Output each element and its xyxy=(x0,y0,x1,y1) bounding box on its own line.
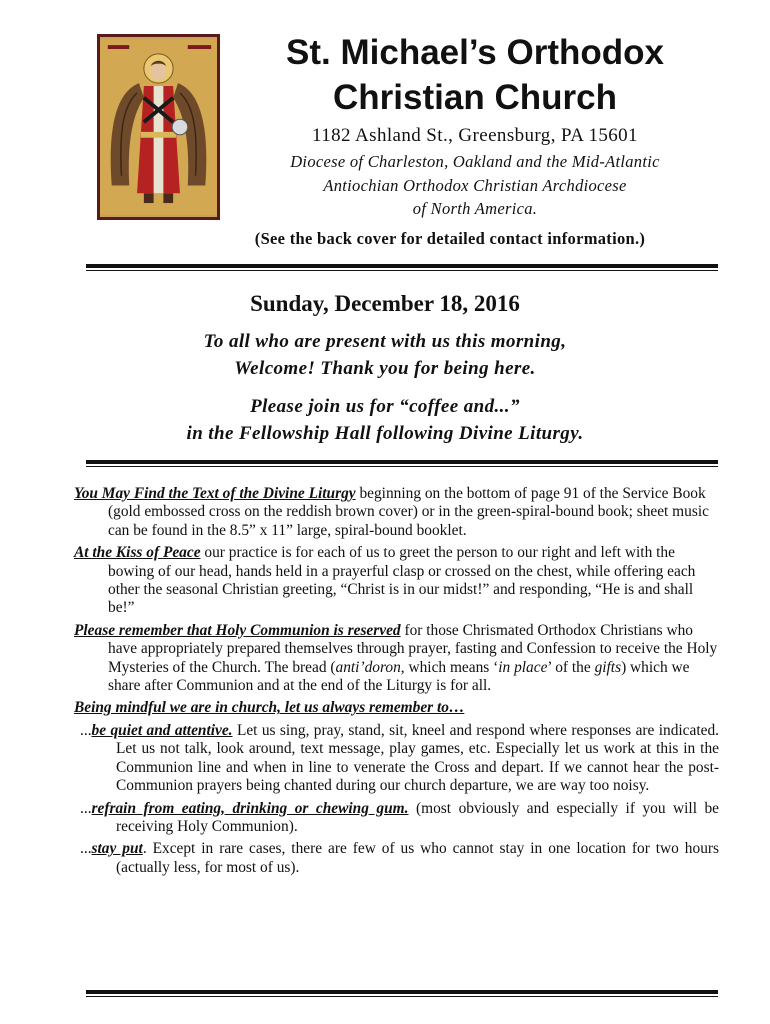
holy-communion-heading: Please remember that Holy Communion is reserved xyxy=(74,621,401,639)
diocese-line-2: Antiochian Orthodox Christian Archdiocese xyxy=(323,175,627,195)
coffee-line-2: in the Fellowship Hall following Divine Liturgy. xyxy=(186,423,584,444)
antidoron-term: anti’doron xyxy=(335,658,401,676)
church-address: 1182 Ashland St., Greensburg, PA 15601 xyxy=(312,125,638,146)
welcome-message xyxy=(60,328,710,382)
welcome-line-2: Welcome! Thank you for being here. xyxy=(234,358,536,379)
liturgy-text-heading: You May Find the Text of the Divine Liturgy xyxy=(74,485,356,502)
stay-put-heading: stay put xyxy=(91,840,143,858)
kiss-of-peace-heading: At the Kiss of Peace xyxy=(74,544,201,562)
stay-put-prefix: ... xyxy=(80,840,92,858)
divider-2 xyxy=(86,460,718,467)
contact-note: (See the back cover for detailed contact information.) xyxy=(254,229,646,248)
stay-put-body: . Except in rare cases, there are few of us who cannot stay in one location for two hours (actually less, for most of us). xyxy=(116,840,719,876)
mindful-heading-paragraph xyxy=(74,699,719,717)
holy-communion-body-c: ’ of the xyxy=(547,658,595,676)
holy-communion-body-d: ) which we share after Communion and at the end of the Liturgy is for all. xyxy=(108,658,690,695)
divider-3 xyxy=(86,990,718,997)
be-quiet-body: Let us sing, pray, stand, sit, kneel and respond where responses are indicated. Let us not talk, look around, text message, play games, etc. Especially let us work at this in the Communion line and when in line to venerate the Cross and depart. If we cannot hear the post-Communion prayers being chanted during our church departure, we are way too noisy. xyxy=(116,721,719,795)
diocese-line-3: of North America. xyxy=(412,199,538,218)
welcome-line-1: To all who are present with us this morning, xyxy=(203,331,567,352)
divider-1 xyxy=(86,264,718,271)
holy-communion-body-a: for those Chrismated Orthodox Christians who have appropriately prepared themselves through prayer, fasting and Confession to receive the Holy Mysteries of the Church. The bread ( xyxy=(108,621,718,676)
be-quiet-item xyxy=(74,722,719,796)
kiss-of-peace-paragraph xyxy=(74,544,719,618)
archangel-michael-icon xyxy=(97,34,220,220)
in-place-term: in place xyxy=(498,658,548,676)
holy-communion-paragraph xyxy=(74,622,719,696)
bulletin-body xyxy=(74,485,719,881)
diocese-text xyxy=(230,150,720,221)
church-name xyxy=(230,30,720,120)
refrain-eating-body: (most obviously and especially if you will be receiving Holy Communion). xyxy=(116,799,720,835)
refrain-eating-item xyxy=(74,800,719,837)
liturgy-text-body: beginning on the bottom of page 91 of the Service Book (gold embossed cross on the reddish brown cover) or in the green-spiral-bound book; sheet music can be found in the 8.5” x 11” large, spiral-bound booklet. xyxy=(108,485,709,539)
refrain-eating-prefix: ... xyxy=(80,799,92,817)
liturgy-text-paragraph xyxy=(74,485,719,540)
holy-communion-body-b: , which means ‘ xyxy=(400,658,499,676)
kiss-of-peace-body: our practice is for each of us to greet the person to our right and left with the bowing of our head, hands held in a prayerful clasp or crossed on the chest, while offering each other the seasonal Christian greeting, “Christ is in our midst!” and responding, “He is and shall be!” xyxy=(108,544,696,617)
be-quiet-heading: be quiet and attentive. xyxy=(91,721,233,739)
coffee-line-1: Please join us for “coffee and...” xyxy=(250,396,520,417)
diocese-line-1: Diocese of Charleston, Oakland and the Mid-Atlantic xyxy=(290,152,660,171)
stay-put-item xyxy=(74,840,719,877)
be-quiet-prefix: ... xyxy=(80,721,92,739)
church-name-line-2: Christian Church xyxy=(333,78,617,117)
bulletin-date: Sunday, December 18, 2016 xyxy=(250,291,520,316)
coffee-invitation xyxy=(60,393,710,447)
refrain-eating-heading: refrain from eating, drinking or chewing gum. xyxy=(91,799,409,817)
church-name-line-1: St. Michael’s Orthodox xyxy=(286,33,664,72)
gifts-term: gifts xyxy=(594,658,622,676)
mindful-heading: Being mindful we are in church, let us always remember to… xyxy=(74,699,465,717)
